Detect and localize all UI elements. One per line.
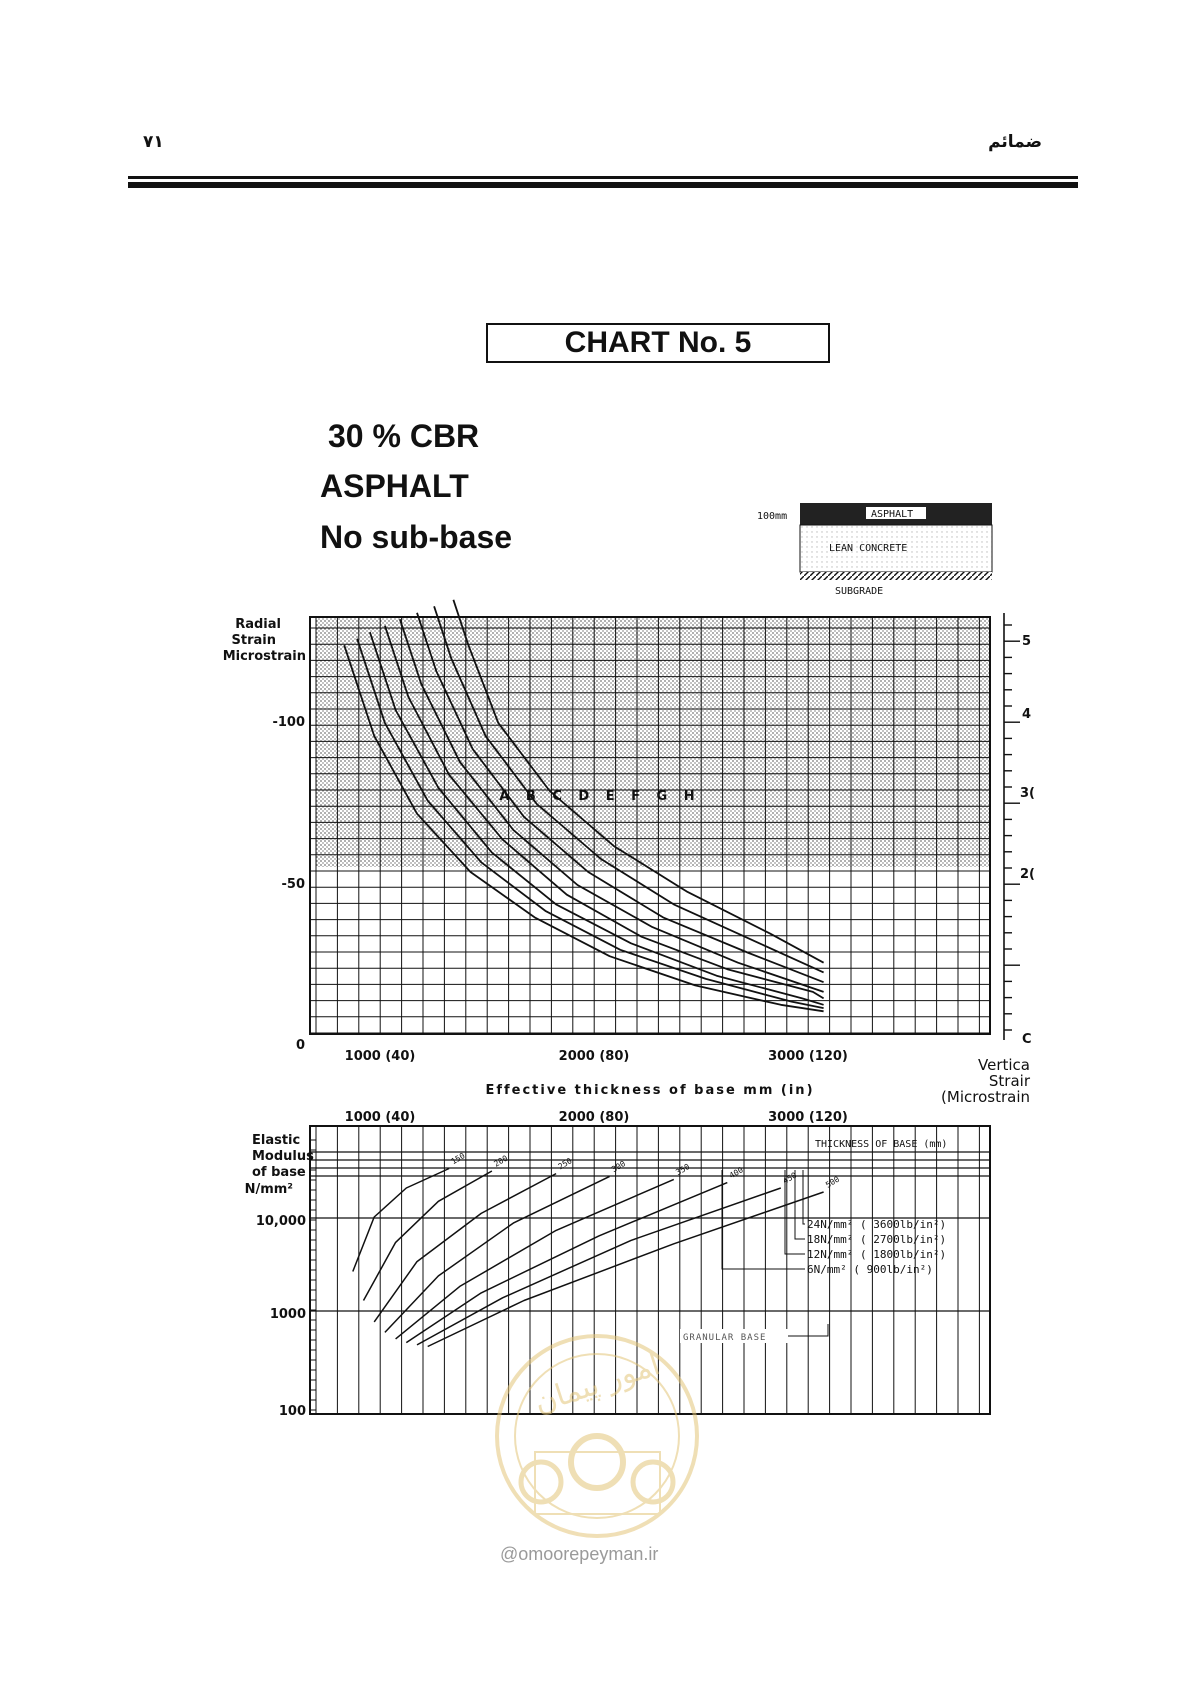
top-xlabel: Effective thickness of base mm (in) [485, 1083, 815, 1098]
page-number: ۷۱ [143, 132, 164, 152]
right-axis-ticks [1004, 625, 1020, 1030]
top-ytick-3: 0 [295, 1038, 305, 1053]
top-ytick-2: -50 [281, 877, 305, 892]
right-tick-1: 5 [1022, 634, 1032, 649]
inset-asphalt-label: ASPHALT [871, 509, 914, 520]
section-title: ضمائم [988, 132, 1042, 152]
right-tick-2: 4 [1022, 707, 1032, 722]
right-axis-label-1: Vertica [978, 1056, 1030, 1074]
inset-lean-concrete-label: LEAN CONCRETE [829, 543, 908, 554]
inset-thickness: 100mm [757, 511, 788, 522]
radial-strain-chart [223, 600, 1035, 1106]
bot-xtick-3: 3000 (120) [768, 1110, 848, 1125]
bot-ytick-2: 1000 [269, 1307, 306, 1322]
watermark-url: @omoorepeyman.ir [500, 1544, 659, 1564]
thickness-mark-500: 500 [824, 1174, 842, 1190]
top-ylabel-1: Radial [235, 617, 281, 632]
right-tick-3: 3( [1020, 786, 1035, 801]
top-ylabel-3: Microstrain [222, 649, 306, 664]
bot-xtick-1: 1000 (40) [344, 1110, 416, 1125]
thickness-mark-300: 300 [610, 1159, 628, 1175]
top-xtick-2: 2000 (80) [558, 1049, 630, 1064]
thickness-mark-450: 450 [781, 1170, 799, 1186]
watermark-script: امور پیمان [529, 1347, 665, 1421]
top-shaded-region [316, 617, 990, 867]
top-xtick-1: 1000 (40) [344, 1049, 416, 1064]
right-axis-label-2: Strair [988, 1072, 1030, 1090]
stiffness-legend-2: 18N/mm² ( 2700lb/in²) [807, 1233, 947, 1246]
top-ylabel-2: Strain [231, 633, 276, 648]
stiffness-legend-1: 24N/mm² ( 3600lb/in²) [807, 1218, 947, 1231]
inset-subgrade-hatch [800, 572, 992, 580]
bot-ytick-1: 10,000 [255, 1214, 306, 1229]
stiffness-legend-4: 6N/mm² ( 900lb/in²) [807, 1263, 933, 1276]
layer-inset [757, 503, 992, 597]
top-xtick-3: 3000 (120) [768, 1049, 848, 1064]
bot-ylabel-2: Modulus [252, 1149, 314, 1164]
thickness-mark-150: 150 [449, 1151, 467, 1167]
right-axis-label-3: (Microstrain [941, 1088, 1030, 1106]
bot-ytick-3: 100 [278, 1404, 306, 1419]
thickness-mark-350: 350 [674, 1162, 692, 1178]
bot-ylabel-4: N/mm² [244, 1182, 293, 1197]
chart-heading: CHART No. 5 [486, 323, 830, 363]
right-tick-4: 2( [1020, 867, 1035, 882]
title-subbase: No sub-base [320, 519, 513, 555]
bot-xtick-2: 2000 (80) [558, 1110, 630, 1125]
watermark-center-gear-icon [571, 1436, 623, 1488]
bot-ylabel-1: Elastic [252, 1133, 301, 1148]
title-material: ASPHALT [320, 468, 469, 504]
thickness-mark-400: 400 [727, 1165, 745, 1181]
inset-subgrade-label: SUBGRADE [835, 586, 884, 597]
right-tick-5: C [1022, 1032, 1032, 1047]
watermark-seal [497, 1336, 697, 1536]
thickness-of-base-label: THICKNESS OF BASE (mm) [815, 1139, 948, 1150]
curve-letter-labels: A B C D E F G H [499, 789, 701, 804]
bot-ylabel-3: of base [252, 1165, 306, 1180]
title-cbr: 30 % CBR [328, 418, 480, 454]
top-ytick-1: -100 [272, 715, 305, 730]
granular-base-label: GRANULAR BASE [683, 1333, 767, 1343]
thickness-mark-200: 200 [492, 1153, 510, 1169]
thickness-mark-250: 250 [556, 1156, 574, 1172]
stiffness-legend-3: 12N/mm² ( 1800lb/in²) [807, 1248, 947, 1261]
